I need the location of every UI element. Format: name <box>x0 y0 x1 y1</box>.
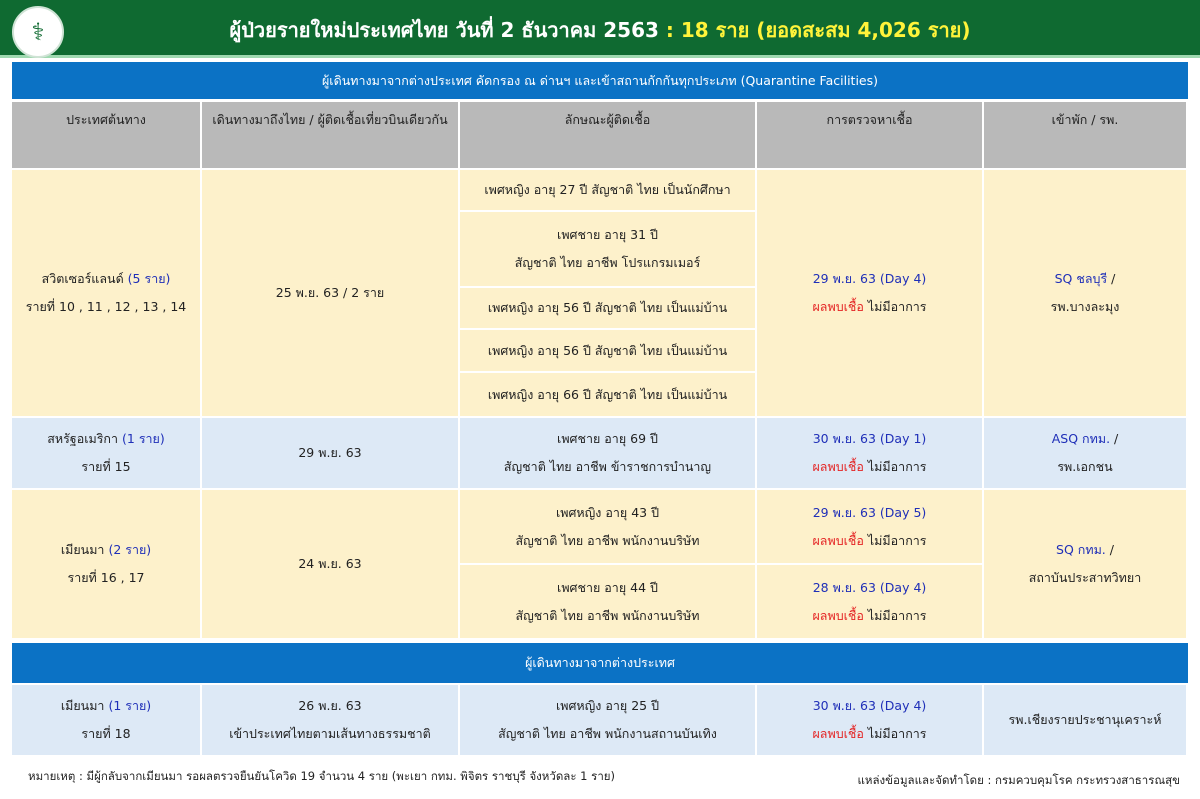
quarantine-facility-cell <box>984 490 1188 640</box>
cell-text: (1 ราย) <box>122 431 165 446</box>
cell-line <box>813 425 927 453</box>
origin-country-cell <box>12 170 202 418</box>
cell-line <box>61 692 151 720</box>
cell-text: 24 พ.ย. 63 <box>298 556 362 571</box>
cell-line <box>504 453 711 481</box>
cell-text: / <box>1107 271 1116 286</box>
arrival-cell <box>202 170 460 418</box>
cell-line <box>488 294 727 322</box>
cell-text: เพศชาย อายุ 31 ปี <box>557 227 658 242</box>
cell-line <box>1029 564 1142 592</box>
cell-text: ไม่มีอาการ <box>863 299 927 314</box>
cell-line <box>298 439 361 467</box>
cell-text: ไม่มีอาการ <box>863 459 927 474</box>
quarantine-facility-cell <box>984 170 1188 418</box>
cell-text: สหรัฐอเมริกา <box>47 431 119 446</box>
cell-text: SQ ชลบุรี <box>1054 271 1108 286</box>
origin-country-cell <box>12 490 202 640</box>
header-bar <box>0 0 1200 58</box>
cell-line <box>812 453 926 481</box>
cell-line <box>813 692 927 720</box>
cell-text: รพ.เอกชน <box>1057 459 1113 474</box>
cell-line <box>1009 706 1162 734</box>
cell-text: 29 พ.ย. 63 (Day 4) <box>812 271 927 286</box>
cell-text: รพ.บางละมุง <box>1050 299 1120 314</box>
cell-text: เพศหญิง อายุ 25 ปี <box>555 698 660 713</box>
test-result-cell <box>757 685 984 757</box>
cell-line <box>556 499 659 527</box>
cell-line <box>812 720 926 748</box>
cell-text: / <box>1105 542 1114 557</box>
cell-line <box>1052 106 1119 134</box>
patient-cell <box>460 490 757 565</box>
cell-line <box>498 720 717 748</box>
cell-text: 28 พ.ย. 63 (Day 4) <box>812 579 927 595</box>
cell-line <box>813 265 927 293</box>
patient-cell <box>460 330 757 373</box>
cell-line <box>1052 425 1119 453</box>
cell-text: สัญชาติ ไทย อาชีพ พนักงานสถานบันเทิง <box>498 726 717 741</box>
cell-line <box>61 536 151 564</box>
cell-text: รายที่ 15 <box>81 459 131 474</box>
cell-text: / <box>1110 431 1119 446</box>
cell-line <box>81 720 130 748</box>
cell-text: 29 พ.ย. 63 (Day 5) <box>812 504 927 520</box>
arrival-cell <box>202 418 460 490</box>
patient-cell <box>460 288 757 330</box>
page-title <box>0 14 1200 46</box>
cell-text: 30 พ.ย. 63 (Day 1) <box>812 431 927 446</box>
patient-cell <box>460 565 757 640</box>
cell-line <box>1055 265 1116 293</box>
cell-text: เมียนมา <box>60 542 105 557</box>
patient-cell <box>460 685 757 757</box>
footer-note: หมายเหตุ : มีผู้กลับจากเมียนมา รอผลตรวจยืนยันโควิด 19 จำนวน 4 ราย (พะเยา กทม. พิจิตร ราชบุรี จังหวัดละ 1 ราย) <box>28 769 616 783</box>
cell-text: (2 ราย) <box>108 542 152 557</box>
cell-text: เพศชาย อายุ 69 ปี <box>557 431 658 446</box>
cell-text: 29 พ.ย. 63 <box>298 445 362 460</box>
cell-text: 25 พ.ย. 63 / 2 ราย <box>275 285 385 300</box>
cell-line <box>276 279 384 307</box>
cell-text: เพศหญิง อายุ 27 ปี สัญชาติ ไทย เป็นนักศึกษา <box>484 182 731 197</box>
cell-text: (5 ราย) <box>127 271 171 286</box>
cell-line <box>556 692 659 720</box>
cell-line <box>488 337 727 365</box>
cell-line <box>488 381 727 409</box>
cell-line <box>1056 536 1114 564</box>
arrival-cell <box>202 490 460 640</box>
cell-text: เข้าประเทศไทยตามเส้นทางธรรมชาติ <box>229 726 431 741</box>
cell-text: ไม่มีอาการ <box>863 532 927 548</box>
cell-line <box>813 574 927 602</box>
cell-text: การตรวจหาเชื้อ <box>826 112 913 127</box>
cell-line <box>212 106 447 134</box>
quarantine-facility-cell <box>984 418 1188 490</box>
test-result-cell <box>757 418 984 490</box>
cell-text: ผลพบเชื้อ <box>812 532 864 548</box>
cell-line <box>47 425 165 453</box>
column-header <box>984 102 1188 170</box>
section-quarantine-header: ผู้เดินทางมาจากต่างประเทศ คัดกรอง ณ ด่านฯ และเข้าสถานกักกันทุกประเภท (Quarantine Facilities) <box>12 62 1188 99</box>
cell-line <box>812 293 926 321</box>
section-travelers-header: ผู้เดินทางมาจากต่างประเทศ <box>12 643 1188 683</box>
cell-text: ผลพบเชื้อ <box>812 726 864 741</box>
cell-text: เพศชาย อายุ 44 ปี <box>557 579 658 595</box>
cell-line <box>557 425 658 453</box>
patient-cell <box>460 212 757 288</box>
origin-country-cell <box>12 418 202 490</box>
cell-text: เพศหญิง อายุ 43 ปี <box>555 504 660 520</box>
cell-text: ประเทศต้นทาง <box>66 112 146 127</box>
cell-text: ไม่มีอาการ <box>863 726 927 741</box>
column-header <box>757 102 984 170</box>
hospital-cell <box>984 685 1188 757</box>
ministry-logo-icon: ⚕ <box>12 6 64 58</box>
cell-line <box>813 499 927 527</box>
cell-text: เพศหญิง อายุ 56 ปี สัญชาติ ไทย เป็นแม่บ้าน <box>487 342 728 358</box>
cell-text: รายที่ 18 <box>81 726 131 741</box>
cell-text: 30 พ.ย. 63 (Day 4) <box>812 698 927 713</box>
cell-text: ผลพบเชื้อ <box>812 607 864 623</box>
cell-line <box>827 106 913 134</box>
title-text: ผู้ป่วยรายใหม่ประเทศไทย วันที่ 2 ธันวาคม 2563 <box>229 18 659 42</box>
cell-text: สถาบันประสาทวิทยา <box>1028 570 1142 585</box>
cell-text: รายที่ 10 , 11 , 12 , 13 , 14 <box>25 299 187 314</box>
cell-line <box>298 692 361 720</box>
cell-text: ลักษณะผู้ติดเชื้อ <box>564 112 651 127</box>
cell-text: ASQ กทม. <box>1051 431 1111 446</box>
cell-line <box>565 106 651 134</box>
cell-line <box>81 453 130 481</box>
cell-line <box>515 249 701 277</box>
patient-cell <box>460 373 757 418</box>
cell-text: สัญชาติ ไทย อาชีพ ข้าราชการบำนาญ <box>503 459 712 474</box>
cell-text: เพศหญิง อายุ 66 ปี สัญชาติ ไทย เป็นแม่บ้าน <box>487 386 728 402</box>
cell-text: เดินทางมาถึงไทย / ผู้ติดเชื้อเที่ยวบินเดียวกัน <box>212 112 448 127</box>
arrival-cell <box>202 685 460 757</box>
cell-line <box>812 527 926 555</box>
cell-text: ผลพบเชื้อ <box>812 459 864 474</box>
cell-line <box>557 221 658 249</box>
cell-text: SQ กทม. <box>1056 542 1106 557</box>
cell-line <box>26 293 186 321</box>
cell-line <box>812 602 926 630</box>
cell-line <box>42 265 171 293</box>
cell-line <box>67 564 144 592</box>
cell-text: (1 ราย) <box>108 698 152 713</box>
column-header <box>12 102 202 170</box>
patient-cell <box>460 170 757 212</box>
column-header <box>202 102 460 170</box>
cell-text: ไม่มีอาการ <box>863 607 927 623</box>
footer-source: แหล่งข้อมูลและจัดทำโดย : กรมควบคุมโรค กระทรวงสาธารณสุข <box>857 773 1180 787</box>
cell-text: รายที่ 16 , 17 <box>67 570 145 585</box>
cell-text: สัญชาติ ไทย อาชีพ โปรแกรมเมอร์ <box>514 255 701 270</box>
cell-text: สัญชาติ ไทย อาชีพ พนักงานบริษัท <box>515 532 700 548</box>
test-result-cell <box>757 490 984 565</box>
patient-cell <box>460 418 757 490</box>
cell-line <box>1051 293 1120 321</box>
cell-line <box>66 106 146 134</box>
cell-text: สวิตเซอร์แลนด์ <box>41 271 124 286</box>
cell-line <box>515 527 699 555</box>
cell-line <box>298 550 361 578</box>
cell-line <box>515 602 699 630</box>
column-header <box>460 102 757 170</box>
test-result-cell <box>757 170 984 418</box>
cell-text: 26 พ.ย. 63 <box>298 698 362 713</box>
cell-line <box>229 720 431 748</box>
cell-text: เพศหญิง อายุ 56 ปี สัญชาติ ไทย เป็นแม่บ้าน <box>487 300 728 315</box>
cell-text: เมียนมา <box>60 698 105 713</box>
cell-text: สัญชาติ ไทย อาชีพ พนักงานบริษัท <box>515 607 700 623</box>
cell-line <box>484 176 730 204</box>
cell-line <box>557 574 658 602</box>
cell-text: เข้าพัก / รพ. <box>1051 112 1119 127</box>
cell-line <box>1057 453 1112 481</box>
origin-country-cell <box>12 685 202 757</box>
cell-text: ผลพบเชื้อ <box>812 299 864 314</box>
test-result-cell <box>757 565 984 640</box>
title-highlight: : 18 ราย (ยอดสะสม 4,026 ราย) <box>658 18 971 42</box>
cell-text: รพ.เชียงรายประชานุเคราะห์ <box>1008 712 1162 727</box>
